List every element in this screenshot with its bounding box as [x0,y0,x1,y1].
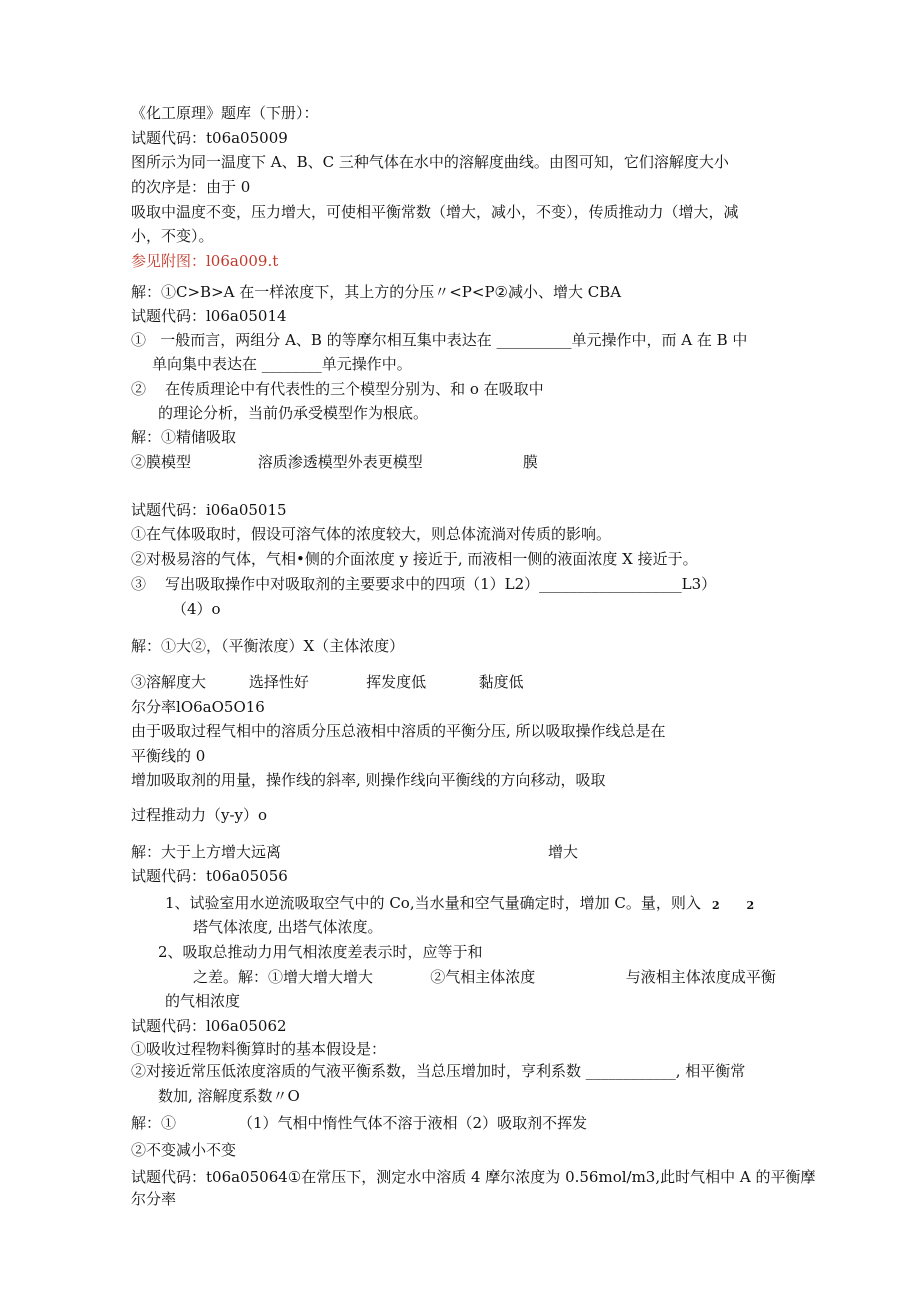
answer-line: ③溶解度大 选择性好 挥发度低 黏度低 [131,673,524,691]
text-line: ② 在传质理论中有代表性的三个模型分别为、和 o 在吸取中 [131,380,544,398]
answer-line: 解：大于上方增大远离 增大 [131,843,579,861]
question-code: 试题代码：t06a05009 [131,129,288,147]
text-line: 2、吸取总推动力用气相浓度差表示时，应等于和 [158,943,483,961]
question-code: 试题代码：l06a05014 [131,307,287,325]
text-line: ②对极易溶的气体，气相•侧的介面浓度 y 接近于, 而液相一侧的液面浓度 X 接近于。 [131,550,698,568]
answer-line: 解：① （1）气相中惰性气体不溶于液相（2）吸取剂不挥发 [131,1114,588,1132]
doc-title: 《化工原理》题库（下册）： [131,104,319,122]
text-line: 的次序是：由于 0 [131,178,251,196]
text-line: 塔气体浓度, 出塔气体浓度。 [193,918,383,936]
text-line: 吸取中温度不变，压力增大，可使相平衡常数（增大，减小，不变），传质推动力（增大，减 [131,203,739,221]
text-line: 增加吸取剂的用量，操作线的斜率, 则操作线向平衡线的方向移动，吸取 [131,771,606,789]
question-code-prefix: 尔分率 [131,698,177,716]
text-line: 小，不变）。 [131,227,214,245]
question-code: 试题代码：t06a05064①在常压下，测定水中溶质 4 摩尔浓度为 0.56mol/m3,此时气相中 A 的平衡摩 [131,1168,816,1186]
text-line: 平衡线的 0 [131,747,206,765]
answer-line: 解：①大②，（平衡浓度）X（主体浓度） [131,637,405,655]
text-line: ① 一般而言，两组分 A、B 的等摩尔相互集中表达在 __________单元操作中，而 A 在 B 中 [131,331,748,349]
text-line: 数加, 溶解度系数〃O [158,1087,300,1105]
text-line: 由于吸取过程气相中的溶质分压总液相中溶质的平衡分压, 所以吸取操作线总是在 [131,722,666,740]
answer-line: 解：①C>B>A 在一样浓度下，其上方的分压〃<P<P②减小、增大 CBA [131,283,622,301]
text-line: ①在气体吸取时，假设可溶气体的浓度较大，则总体流淌对传质的影响。 [131,525,612,543]
text-line: 1、试验室用水逆流吸取空气中的 Co,当水量和空气量确定时，增加 C。量，则入 [165,894,701,912]
question-code: 试题代码：l06a05062 [131,1017,287,1035]
question-code: 试题代码：i06a05015 [131,501,287,519]
text-line: ①吸收过程物料衡算时的基本假设是： [131,1040,387,1058]
figure-reference-link[interactable]: 参见附图：l06a009.t [131,252,279,270]
text-line: ③ 写出吸取操作中对吸取剂的主要要求中的四项（1）L2）___________________L3） [131,575,717,593]
text-line: 图所示为同一温度下 A、B、C 三种气体在水中的溶解度曲线。由图可知，它们溶解度大小 [131,153,729,171]
question-code-value: lO6aO5O16 [176,698,265,716]
question-code [131,697,265,717]
answer-line: 解：①精储吸取 [131,428,237,446]
text-line: 尔分率 [131,1190,177,1208]
answer-line: ②膜模型 溶质渗透模型外表更模型 膜 [131,453,538,471]
text-line: 之差。解：①增大增大增大 ②气相主体浓度 与液相主体浓度成平衡 [193,968,776,986]
question-code: 试题代码：t06a05056 [131,867,288,885]
text-line: 的理论分析，当前仍承受模型作为根底。 [158,404,429,422]
text-line: 的气相浓度 [165,992,241,1010]
text-line: 过程推动力（y-y）o [131,806,268,824]
text-line: 单向集中表达在 ________单元操作中。 [152,355,412,373]
answer-line: ②不变减小不变 [131,1141,237,1159]
text-line: （4）o [172,600,221,618]
text-line: ②对接近常压低浓度溶质的气液平衡系数，当总压增加时，亨利系数 ____________, 相平衡常 [131,1062,746,1080]
subscript-digits: 2 2 [712,899,755,912]
